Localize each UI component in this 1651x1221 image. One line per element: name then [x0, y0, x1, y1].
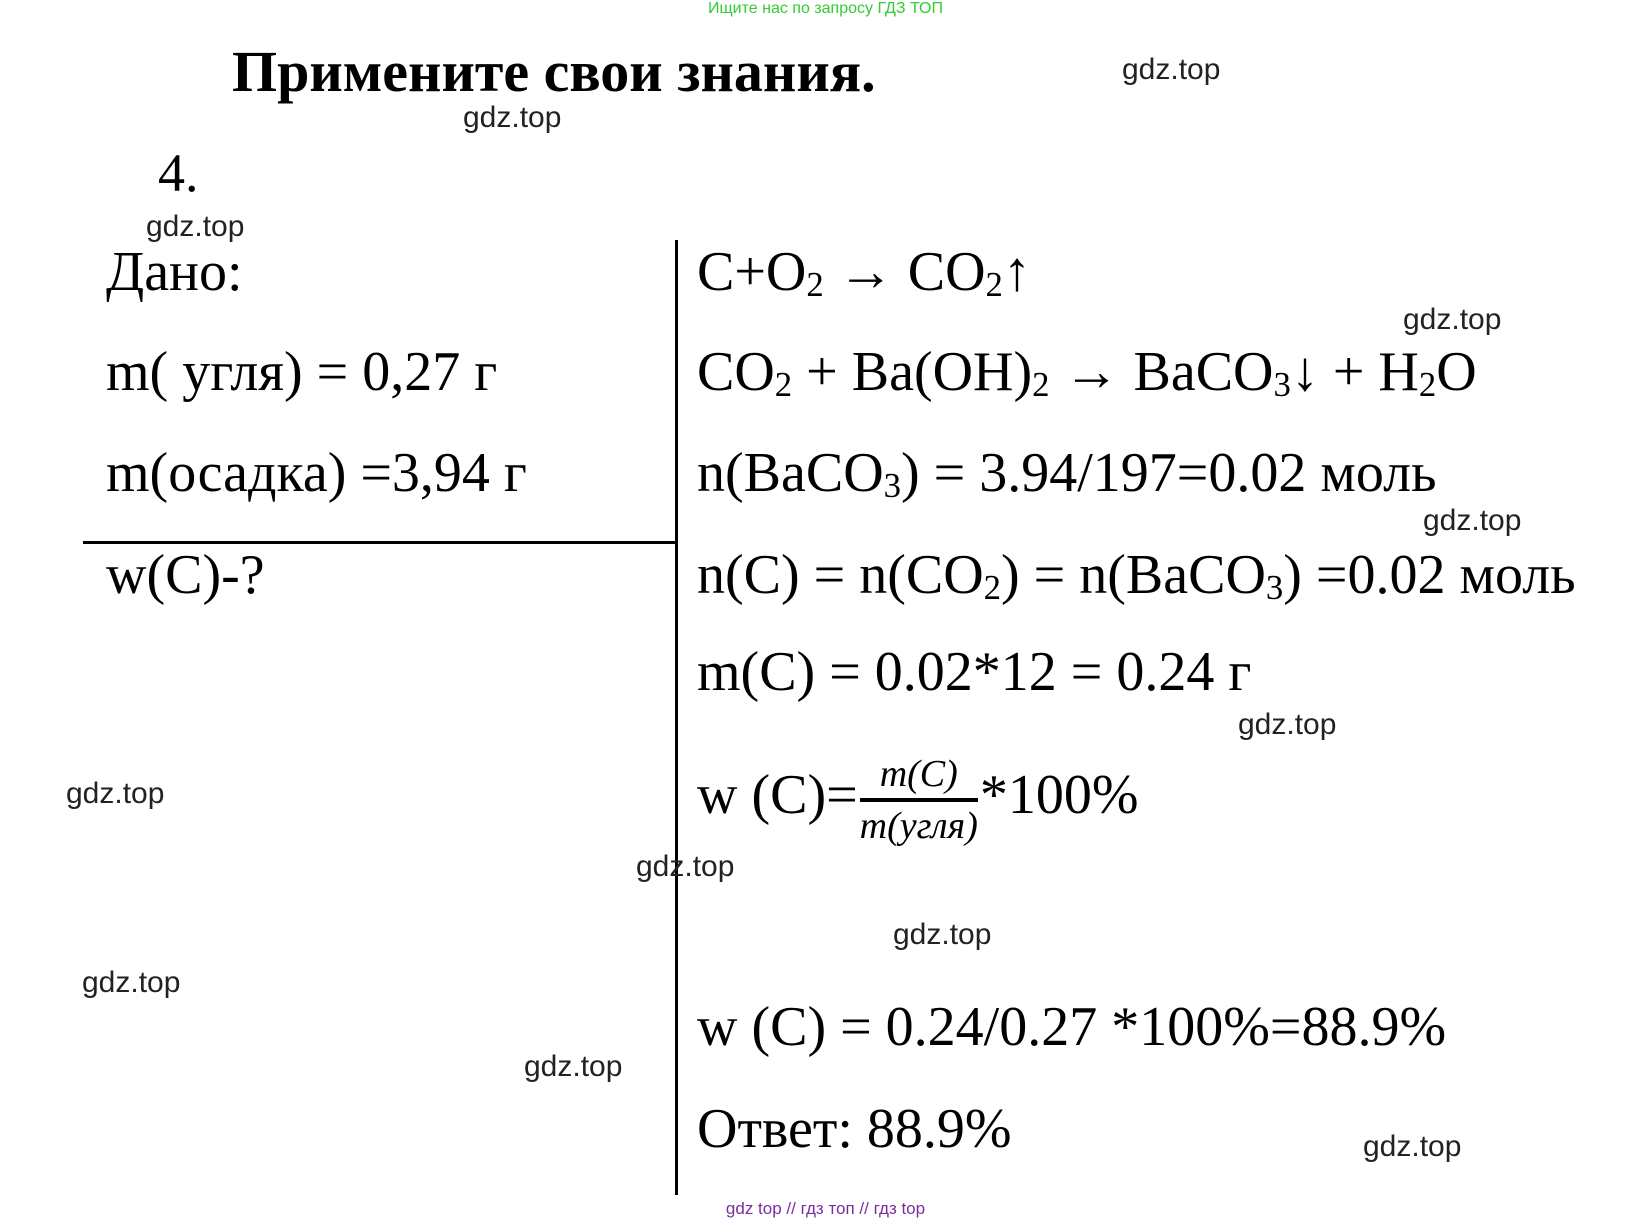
task-number: 4.: [158, 143, 199, 203]
search-hint: Ищите нас по запросу ГДЗ ТОП: [708, 0, 943, 17]
given-label: Дано:: [106, 241, 243, 303]
divider-vertical: [675, 240, 678, 1195]
watermark: gdz.top: [636, 850, 735, 883]
fraction-numerator: m(C): [860, 752, 978, 802]
page-title: Примените свои знания.: [232, 39, 876, 104]
watermark: gdz.top: [893, 918, 992, 951]
footer-links[interactable]: gdz top // гдз топ // гдз top: [725, 1199, 926, 1218]
answer: Ответ: 88.9%: [697, 1098, 1012, 1160]
watermark: gdz.top: [66, 777, 165, 810]
watermark: gdz.top: [524, 1050, 623, 1083]
given-precipitate-mass: m(осадка) =3,94 г: [106, 442, 527, 504]
equation-precipitation: $CO_2 + Ba(OH)_2$ → BaCO$_3$↓ + $H_2O$: [697, 341, 1477, 405]
equation-moles-baco3: n(BaCO$_3$) = 3.94/197=0.02 моль: [697, 442, 1437, 506]
watermark: gdz.top: [1363, 1130, 1462, 1163]
watermark: gdz.top: [463, 101, 562, 134]
given-coal-mass: m( угля) = 0,27 г: [106, 341, 498, 403]
watermark: gdz.top: [1403, 303, 1502, 336]
equation-mass-fraction-result: w (C) = 0.24/0.27 *100%=88.9%: [697, 996, 1447, 1058]
fraction: [860, 752, 978, 848]
watermark: gdz.top: [1423, 504, 1522, 537]
watermark: gdz.top: [1122, 53, 1221, 86]
watermark: gdz.top: [1238, 708, 1337, 741]
find-label: w(C)-?: [106, 544, 265, 606]
equation-mass-fraction-formula: w (C)= $\frac{m(C)}{\text{m(угля)}}$ *100%: [697, 753, 1139, 847]
equation-combustion: $C+O_2$ → $CO_2↑$: [697, 241, 1031, 305]
equation-mass-carbon: m(C) = 0.02*12 = 0.24 г: [697, 641, 1252, 703]
watermark: gdz.top: [146, 210, 245, 243]
fraction-denominator: m(угля): [859, 805, 978, 847]
watermark: gdz.top: [82, 966, 181, 999]
equation-moles-carbon: $n(C) = n(CO_2)$ = n(BaCO$_3$) =0.02 моль: [697, 544, 1576, 608]
